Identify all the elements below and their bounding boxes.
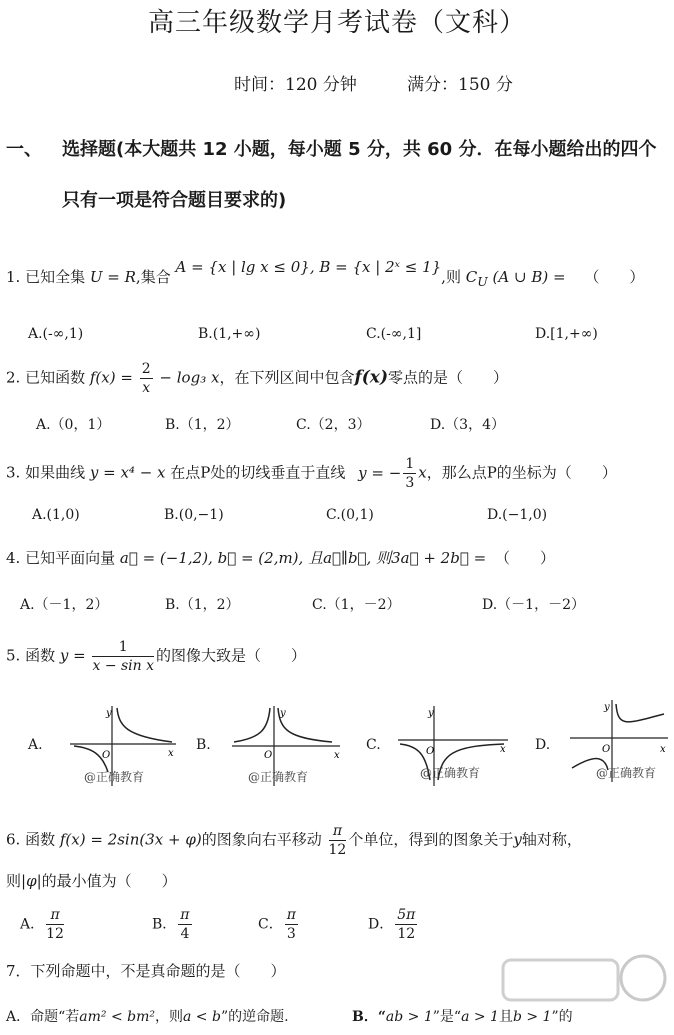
q5-graph-d-x-label: x (660, 744, 666, 755)
exam-full-score: 满分：150 分 (407, 75, 513, 95)
q7-option-b: B．“ab > 1”是“a > 1且b > 1”的 (352, 1009, 573, 1025)
q5-graph-d-watermark: @正确教育 (596, 766, 657, 780)
question-2: 2. 已知函数 f(x) = $\frac{2}{x}$ − log₃ x，在下列区间中包含f(x)零点的是（ ） (6, 361, 509, 396)
q3-option-d: D.(−1,0) (487, 507, 548, 523)
q5-graph-c-watermark: @正确教育 (420, 766, 481, 780)
q1-option-a: A.(-∞,1) (28, 326, 84, 342)
page-title: 高三年级数学月考试卷（文科） (147, 8, 526, 38)
q5-graph-a-watermark: @正确教育 (84, 770, 145, 784)
question-4: 4. 已知平面向量 a⃗ = (−1,2), b⃗ = (2,m), 且a⃗∥b⃗, 则3a⃗ + 2b⃗ = （ ） (6, 549, 555, 567)
q2-option-b: B.（1，2） (165, 417, 240, 433)
q1-option-b: B.(1,+∞) (198, 326, 261, 342)
q4-option-a: A.（－1，2） (20, 597, 109, 613)
q5-graph-c-x-label: x (500, 744, 506, 755)
q4-option-d: D.（－1，－2） (482, 597, 585, 613)
question-7: 7．下列命题中，不是真命题的是（ ） (6, 962, 286, 980)
q5-option-b-label: B. (196, 737, 211, 753)
section-heading-line2: 只有一项是符合题目要求的) (62, 190, 287, 211)
q5-graph-c-origin: O (426, 746, 435, 757)
q3-option-a: A.(1,0) (32, 507, 80, 523)
q5-option-a-label: A. (28, 737, 43, 753)
q1-complement: $C_U$ (A ∪ B) = (465, 268, 566, 289)
q2-option-d: D.（3，4） (430, 417, 505, 433)
q5-graph-b-x-label: x (334, 750, 340, 761)
watermark-logo (493, 940, 668, 1035)
question-1: 1. 已知全集 U = R,集合 A = {x | lg x ≤ 0}, B = {x | 2ˣ ≤ 1},则 $C_U$ (A ∪ B) = （ ） (6, 258, 645, 289)
q6-option-a: A． $\frac{\pi}{12}$ (20, 907, 64, 942)
q5-graph-a-x-label: x (168, 748, 174, 759)
q5-graph-a-origin: O (102, 750, 111, 761)
q7-option-a: A．命题“若am² < bm²，则a < b”的逆命题. (6, 1009, 289, 1025)
q6-option-d: D． $\frac{5\pi}{12}$ (368, 907, 416, 942)
q4-option-c: C.（1，－2） (312, 597, 401, 613)
q2-option-a: A.（0，1） (36, 417, 111, 433)
question-5: 5. 函数 y = $\frac{1}{\text{x − sin x}}$ 的图像大致是（ ） (6, 639, 307, 674)
q3-option-b: B.(0,−1) (164, 507, 224, 523)
q6-option-b: B． $\frac{\pi}{4}$ (152, 907, 190, 942)
q5-option-d-label: D. (535, 737, 551, 753)
q1-set-a: A = {x | lg x ≤ 0} (175, 258, 310, 276)
section-heading-line1: 选择题(本大题共 12 小题，每小题 5 分，共 60 分．在每小题给出的四个 (62, 139, 657, 160)
q3-option-c: C.(0,1) (326, 507, 374, 523)
q5-graph-d-y-label: y (604, 702, 610, 713)
q5-graph-a-y-label: y (106, 708, 112, 719)
q1-universal-set: U = R (89, 268, 136, 286)
q1-set-b: , B = {x | 2ˣ ≤ 1} (309, 258, 442, 276)
q5-graph-b-origin: O (264, 750, 273, 761)
question-6-line2: 则|φ|的最小值为（ ） (6, 872, 177, 890)
q2-option-c: C.（2，3） (296, 417, 371, 433)
q5-graph-c-y-label: y (428, 708, 434, 719)
q1-option-d: D.[1,+∞) (535, 326, 598, 342)
question-6: 6. 函数 f(x) = 2sin(3x + φ)的图象向右平移动 $\frac{\pi}{12}$ 个单位，得到的图象关于y轴对称， (6, 823, 582, 858)
q4-option-b: B.（1，2） (165, 597, 240, 613)
question-3: 3. 如果曲线 y = x⁴ − x 在点P处的切线垂直于直线 y = − $\frac{1}{3}$ x，那么点P的坐标为（ ） (6, 456, 617, 491)
q6-option-c: C． $\frac{\pi}{3}$ (258, 907, 296, 942)
q5-graph-b-y-label: y (280, 708, 286, 719)
exam-time: 时间：120 分钟 (234, 75, 357, 95)
q1-option-c: C.(-∞,1] (366, 326, 422, 342)
section-number: 一、 (6, 139, 42, 160)
q5-option-c-label: C. (366, 737, 381, 753)
q5-graph-b-watermark: @正确教育 (248, 770, 309, 784)
q5-graph-d-origin: O (602, 744, 611, 755)
